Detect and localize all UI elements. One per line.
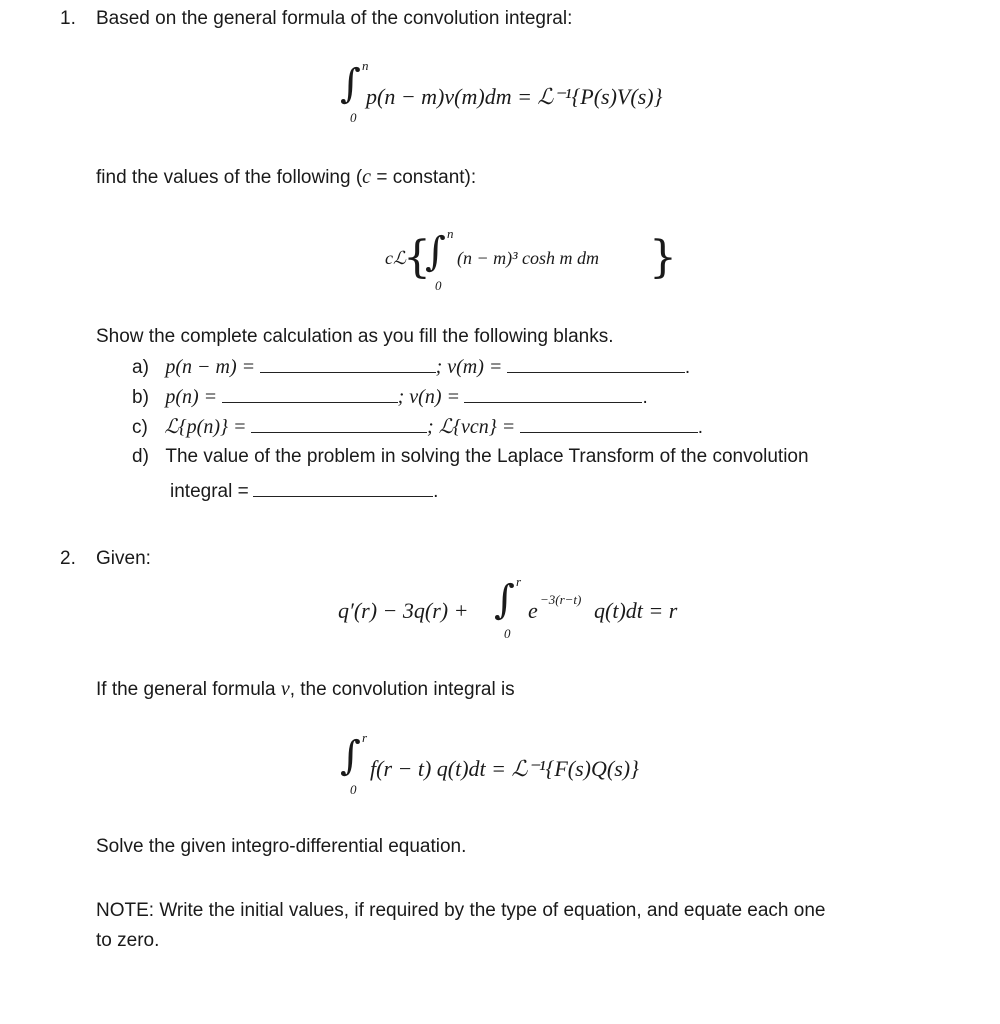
blank-c-right[interactable]: [520, 414, 698, 433]
blank-b-right[interactable]: [464, 384, 642, 403]
item-d: [132, 446, 809, 468]
blank-a-left[interactable]: [260, 354, 436, 373]
integral-sign: ∫: [425, 229, 446, 275]
question-2-given: Given:: [96, 548, 151, 569]
item-d-label: d): [132, 446, 149, 467]
item-c-right: ; ℒ{vcn} =: [426, 416, 516, 438]
question-1-number: 1.: [60, 8, 76, 29]
lower-limit: 0: [350, 110, 357, 125]
exp-power: −3(r−t): [540, 592, 582, 607]
item-a-left: p(n − m) =: [165, 356, 256, 378]
convolution-formula-2: [340, 728, 760, 800]
problem-expression: [385, 222, 705, 294]
blank-b-left[interactable]: [222, 384, 398, 403]
lower-limit: 0: [350, 782, 357, 797]
item-d-integral-label: integral =: [170, 481, 249, 502]
item-c: c) ℒ{p(n)} = ; ℒ{vcn} = .: [132, 416, 703, 438]
item-d-text: The value of the problem in solving the Laplace Transform of the convolution: [165, 446, 809, 467]
item-a: a) p(n − m) = ; v(m) = .: [132, 356, 691, 378]
equation-left: q′(r) − 3q(r) +: [338, 598, 469, 623]
general-formula-text: If the general formula v, the convolution integral is: [96, 678, 515, 700]
upper-limit: r: [516, 574, 522, 589]
item-a-label: a): [132, 357, 149, 378]
integral-sign: ∫: [340, 61, 361, 107]
problem-prefix: cℒ: [385, 248, 406, 268]
exp-base: e: [528, 598, 538, 623]
note-line-2: to zero.: [96, 930, 160, 951]
item-d-line2: integral = .: [170, 478, 438, 503]
convolution-formula-1: [340, 58, 760, 128]
note-line-1: NOTE: Write the initial values, if required by the type of equation, and equate each one: [96, 900, 826, 921]
integro-differential-equation: [338, 572, 758, 644]
lower-limit: 0: [504, 626, 511, 641]
item-a-right: ; v(m) =: [435, 356, 503, 378]
item-b-right: ; v(n) =: [397, 386, 460, 408]
blank-d[interactable]: [253, 478, 433, 497]
left-brace: {: [403, 232, 431, 283]
find-instruction: find the values of the following (c = constant):: [96, 166, 477, 188]
problem-integrand: (n − m)³ cosh m dm: [457, 248, 600, 268]
upper-limit: r: [362, 730, 368, 745]
item-b-left: p(n) =: [165, 386, 218, 408]
equation-right: q(t)dt = r: [594, 598, 678, 623]
solve-instruction: Solve the given integro-differential equation.: [96, 836, 467, 857]
item-b: b) p(n) = ; v(n) = .: [132, 386, 648, 408]
show-instruction: Show the complete calculation as you fill the following blanks.: [96, 326, 614, 347]
item-c-label: c): [132, 417, 148, 438]
item-c-left: ℒ{p(n)} =: [164, 416, 247, 438]
item-b-label: b): [132, 387, 149, 408]
lower-limit: 0: [435, 278, 442, 293]
integral-sign: ∫: [494, 577, 515, 623]
question-1-intro: Based on the general formula of the convolution integral:: [96, 8, 573, 29]
question-2-number: 2.: [60, 548, 76, 569]
formula-integrand: p(n − m)v(m)dm = ℒ⁻¹{P(s)V(s)}: [366, 84, 663, 109]
right-brace: }: [649, 232, 677, 283]
upper-limit: n: [362, 58, 369, 73]
formula-integrand: f(r − t) q(t)dt = ℒ⁻¹{F(s)Q(s)}: [370, 756, 639, 781]
blank-a-right[interactable]: [507, 354, 685, 373]
integral-sign: ∫: [340, 733, 361, 779]
blank-c-left[interactable]: [251, 414, 427, 433]
upper-limit: n: [447, 226, 454, 241]
